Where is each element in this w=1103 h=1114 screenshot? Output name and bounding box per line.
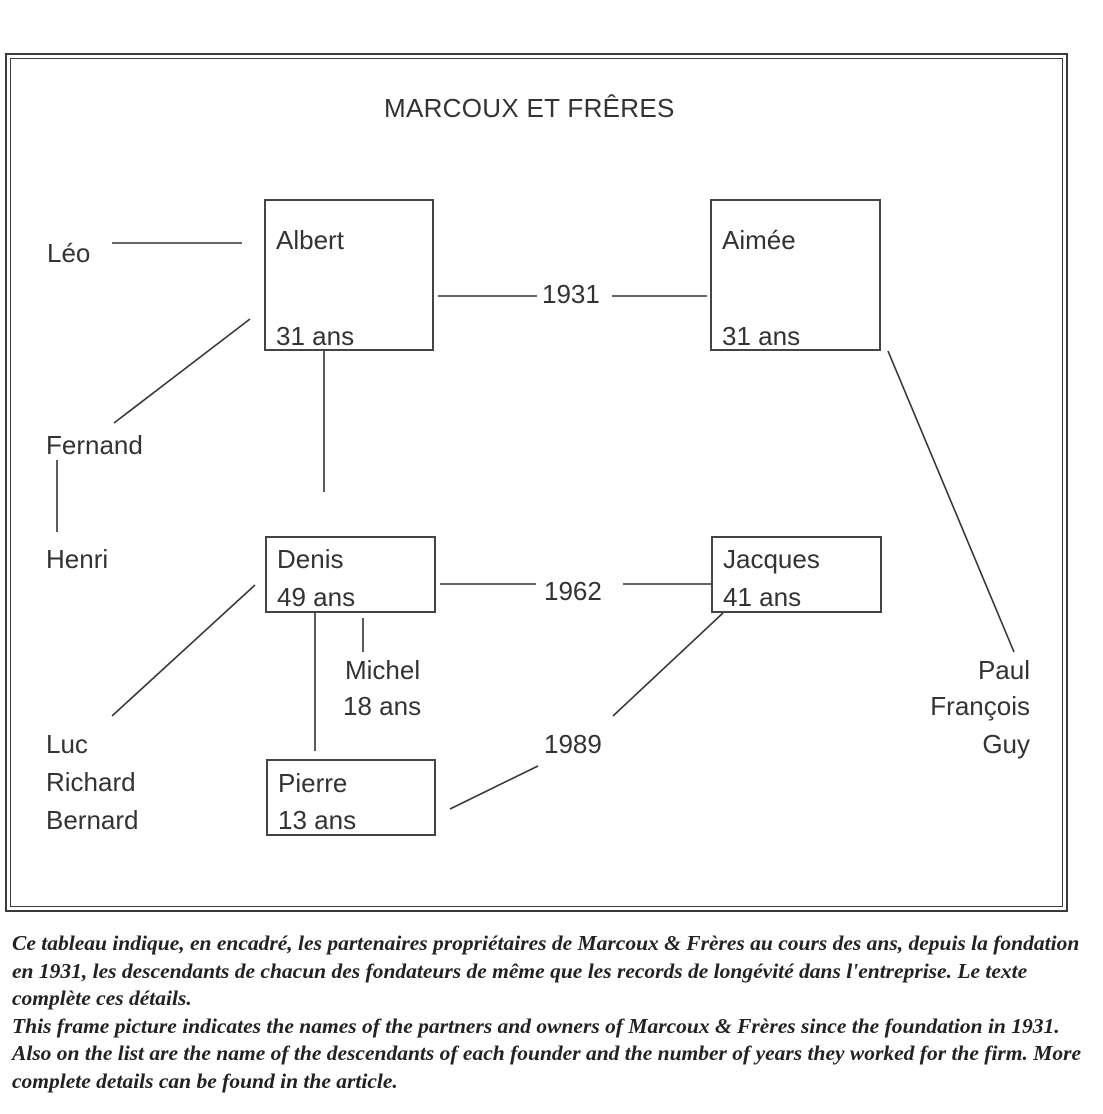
line-jacques-1989 [613, 613, 723, 716]
descendant-michel-name: Michel [345, 655, 421, 685]
partner-years-aimee: 31 ans [722, 321, 801, 351]
partner-name-pierre: Pierre [278, 768, 348, 798]
descendant-paul: Paul [977, 655, 1030, 685]
line-aimee-paul [888, 351, 1014, 652]
descendant-francois: François [930, 691, 1030, 721]
partner-years-pierre: 13 ans [278, 805, 357, 835]
descendant-guy: Guy [982, 729, 1030, 759]
partner-years-denis: 49 ans [277, 582, 356, 612]
partner-name-denis: Denis [277, 544, 344, 574]
descendant-luc: Luc [46, 729, 88, 759]
descendant-richard: Richard [46, 767, 136, 797]
partner-name-aimee: Aimée [722, 225, 796, 255]
descendant-henri: Henri [46, 544, 109, 574]
descendant-michel-years: 18 ans [343, 691, 422, 721]
year-1962: 1962 [544, 576, 602, 606]
line-henri-luc [112, 585, 255, 716]
caption-french: Ce tableau indique, en encadré, les partenaires propriétaires de Marcoux & Frères au cours des ans, depuis la fondation en 1931, les descendants de chacun des fondateurs de même que les records de longévité dans l'entreprise. Le texte complète ces détails. [12, 931, 1080, 1010]
descendant-fernand: Fernand [46, 430, 143, 460]
line-fernand-albert [114, 319, 250, 423]
diagram-title: MARCOUX ET FRÊRES [384, 93, 675, 123]
year-1931: 1931 [542, 279, 600, 309]
partner-years-albert: 31 ans [276, 321, 355, 351]
partner-name-jacques: Jacques [723, 544, 820, 574]
caption-english: This frame picture indicates the names of the partners and owners of Marcoux & Frères since the foundation in 1931. Also on the list are the name of the descendants of each founder and the number of years they worked for the firm. More complete details can be found in the article. [12, 1013, 1082, 1093]
caption [12, 930, 1092, 1095]
year-1989: 1989 [544, 729, 602, 759]
descendant-bernard: Bernard [46, 805, 139, 835]
partner-years-jacques: 41 ans [723, 582, 802, 612]
descendant-leo: Léo [47, 238, 91, 268]
partner-name-albert: Albert [276, 225, 344, 255]
line-1989-pierre [450, 766, 538, 809]
